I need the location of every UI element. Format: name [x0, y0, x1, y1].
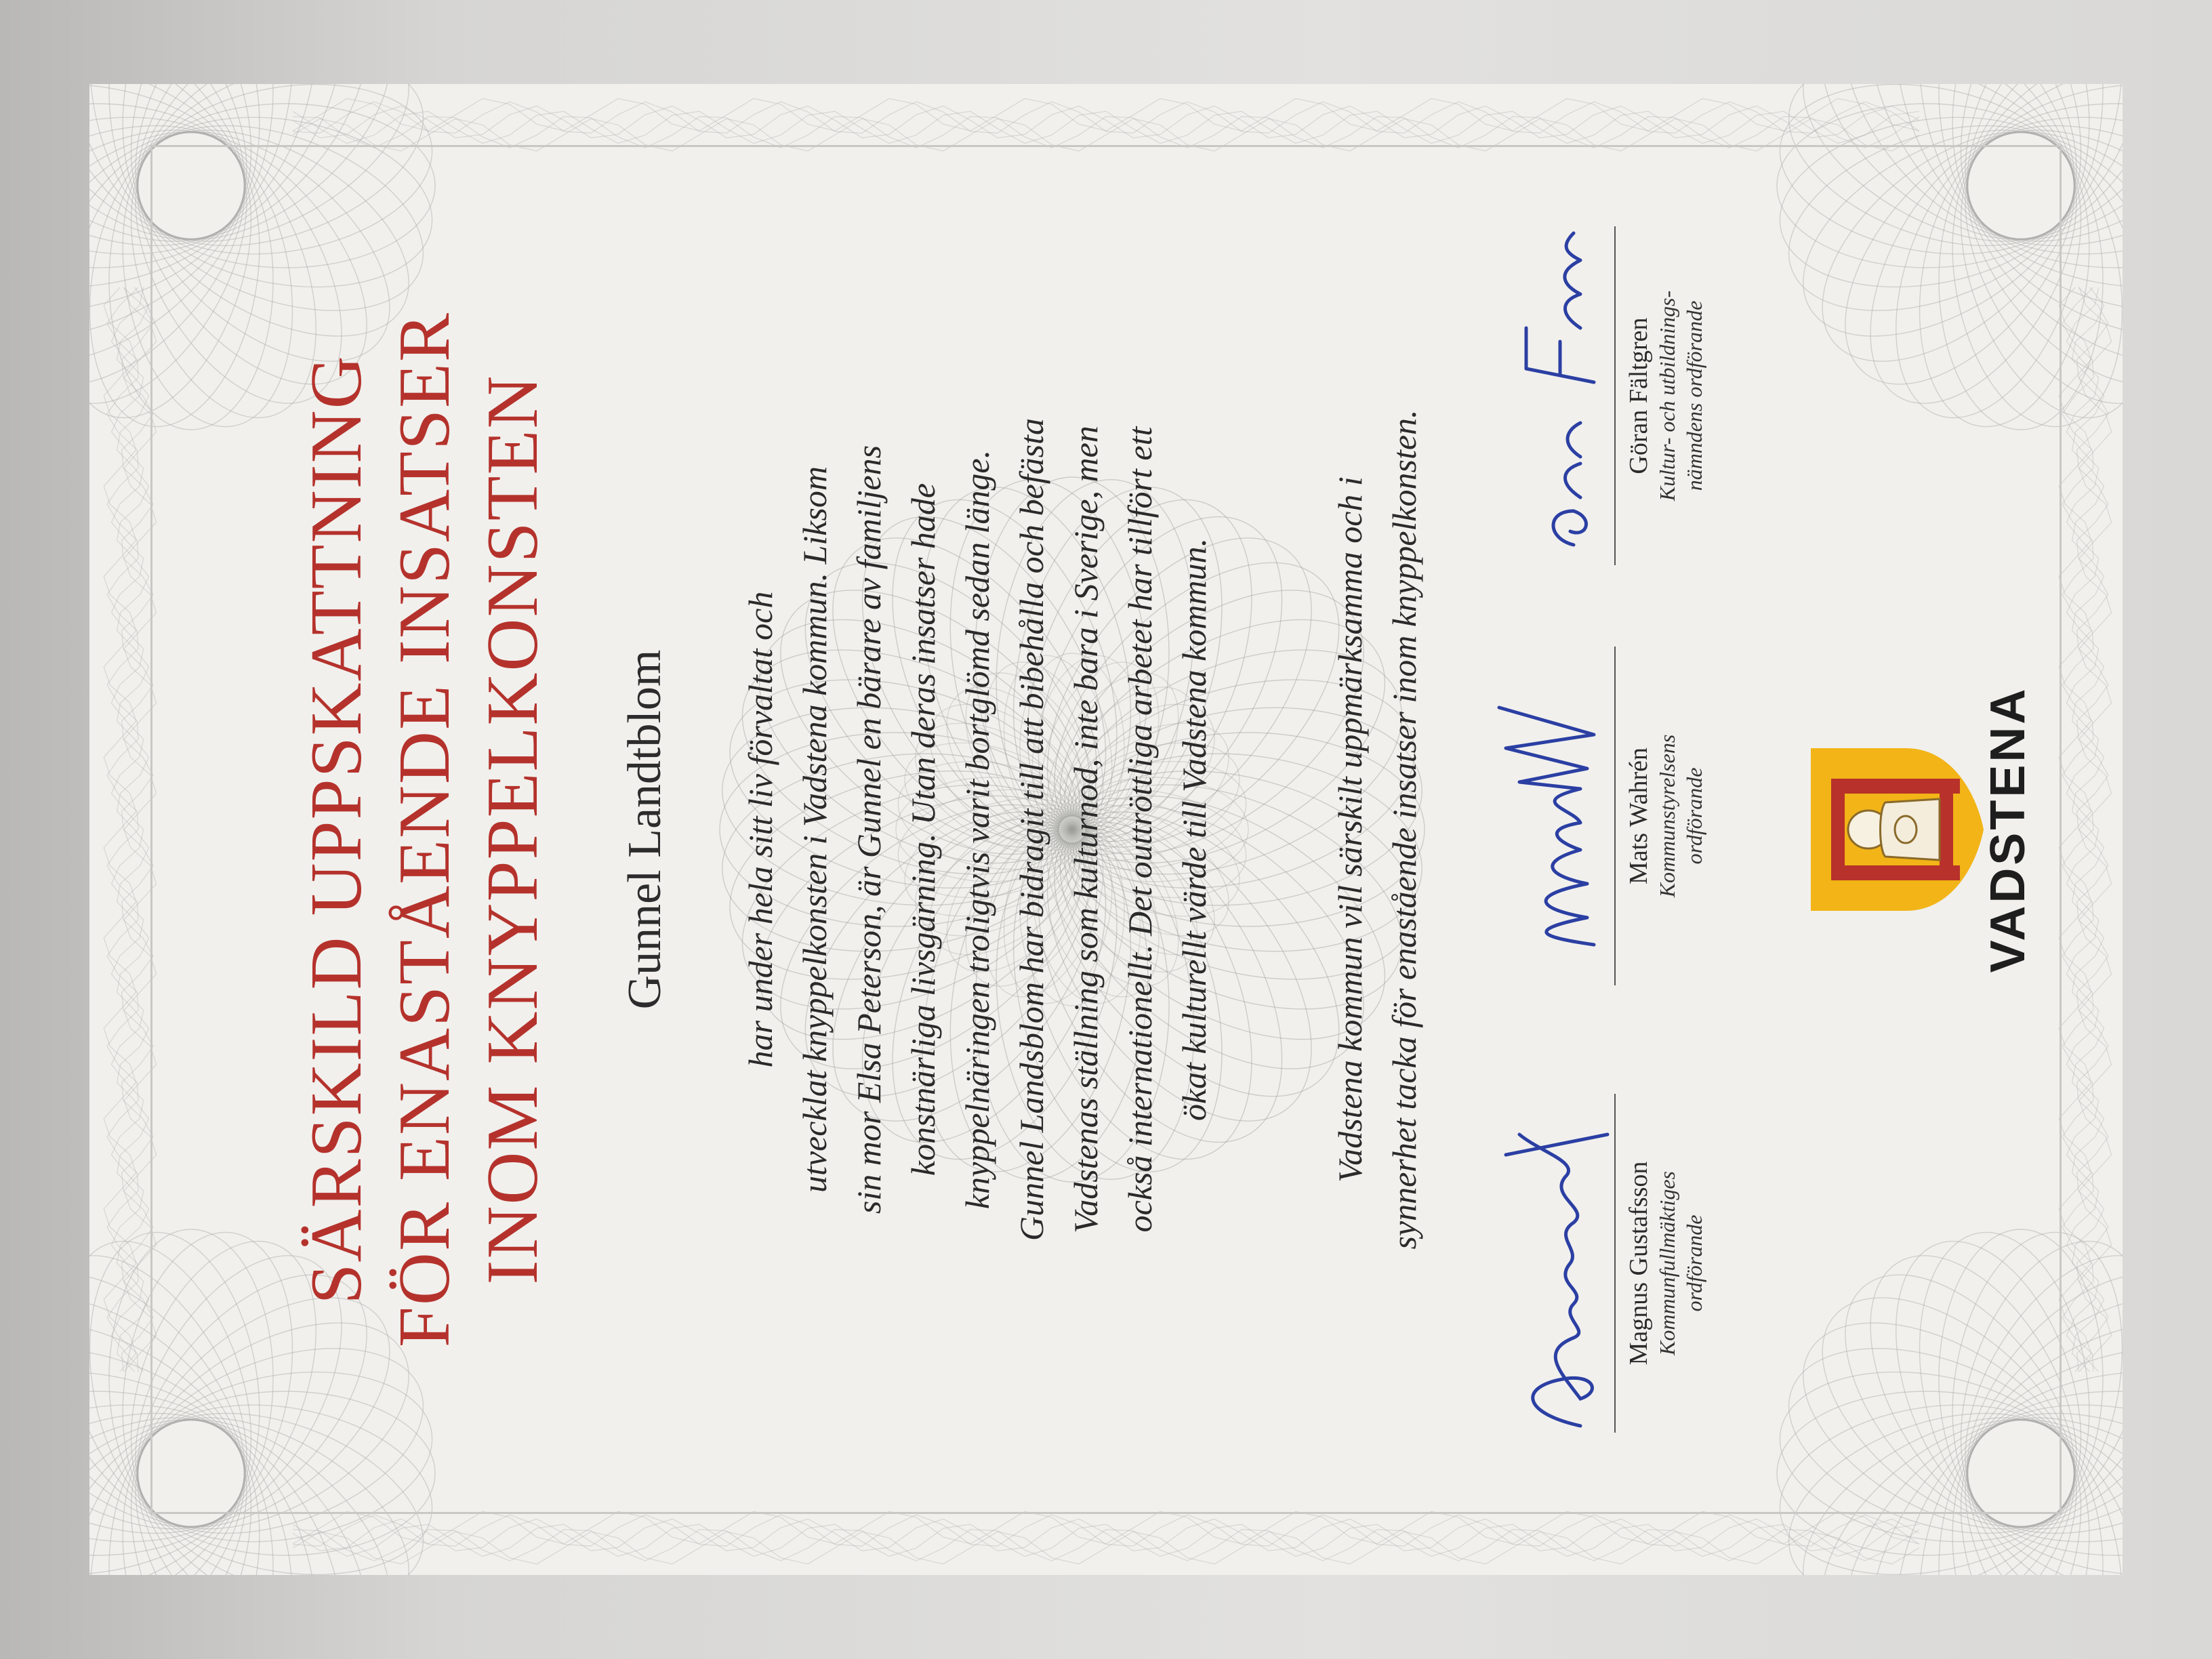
signature-block [1479, 206, 1736, 1453]
vadstena-wordmark: VADSTENA [1981, 686, 2035, 973]
signatory-role-line-1: Kultur- och utbildnings- [1655, 290, 1679, 501]
citation-line: ökat kulturellt värde till Vadstena kommun. [1175, 537, 1213, 1122]
signatory-name: Göran Fältgren [1624, 317, 1653, 474]
certificate [89, 84, 2123, 1575]
signatory-1 [1479, 1073, 1708, 1453]
signatory-name: Magnus Gustafsson [1624, 1161, 1653, 1366]
signature-line [1614, 226, 1616, 565]
citation-line: också internationellt. Det outtröttliga arbetet har tillfört ett [1121, 426, 1159, 1233]
signatory-role-line-2: ordförande [1682, 767, 1706, 865]
title-line-2: FÖR ENASTÅENDE INSATSER [384, 311, 465, 1348]
title-line-3: INOM KNYPPELKONSTEN [472, 374, 553, 1285]
certificate-title [293, 152, 557, 1507]
vadstena-coat-of-arms [1804, 84, 1990, 1575]
handwritten-signature-3 [1479, 206, 1614, 586]
signatory-role-line-2: ordförande [1682, 1214, 1706, 1312]
citation-line: Vadstenas ställning som kulturnod, inte bara i Sverige, men [1067, 426, 1105, 1233]
citation-line: sin mor Elsa Peterson, är Gunnel en bärare av familjens [850, 445, 888, 1214]
citation-line: knyppelnäringen troligtvis varit bortglömd sedan länge. [958, 449, 996, 1210]
signatory-2 [1479, 626, 1708, 1006]
signatory-role-line-1: Kommunfullmäktiges [1655, 1171, 1679, 1355]
title-line-1: SÄRSKILD UPPSKATTNING [296, 354, 377, 1305]
signature-line [1614, 1094, 1616, 1433]
signatory-name: Mats Wahrén [1624, 747, 1653, 885]
signature-line [1614, 647, 1616, 985]
citation-line: Gunnel Landsblom har bidragit till att bibehålla och befästa [1012, 418, 1050, 1241]
coat-of-arms-icon [1804, 741, 1987, 918]
citation-text [733, 206, 1221, 1453]
recipient-name: Gunnel Landtblom [619, 649, 671, 1010]
signatory-role-line-2: nämndens ordförande [1682, 300, 1706, 491]
citation-line: har under hela sitt liv förvaltat och [741, 591, 779, 1068]
signatory-role-line-1: Kommunstyrelsens [1655, 734, 1679, 898]
handwritten-signature-2 [1479, 626, 1614, 1006]
closing-line: synnerhet tacka för enastående insatser inom knyppelkonsten. [1385, 409, 1423, 1250]
closing-text [1323, 206, 1431, 1453]
signatory-3 [1479, 206, 1708, 586]
citation-line: konstnärliga livsgärning. Utan deras insatser hade [904, 483, 942, 1176]
closing-line: Vadstena kommun vill särskilt uppmärksamma och i [1331, 476, 1369, 1183]
handwritten-signature-1 [1479, 1073, 1614, 1453]
citation-line: utvecklat knyppelkonsten i Vadstena kommun. Liksom [796, 466, 834, 1193]
